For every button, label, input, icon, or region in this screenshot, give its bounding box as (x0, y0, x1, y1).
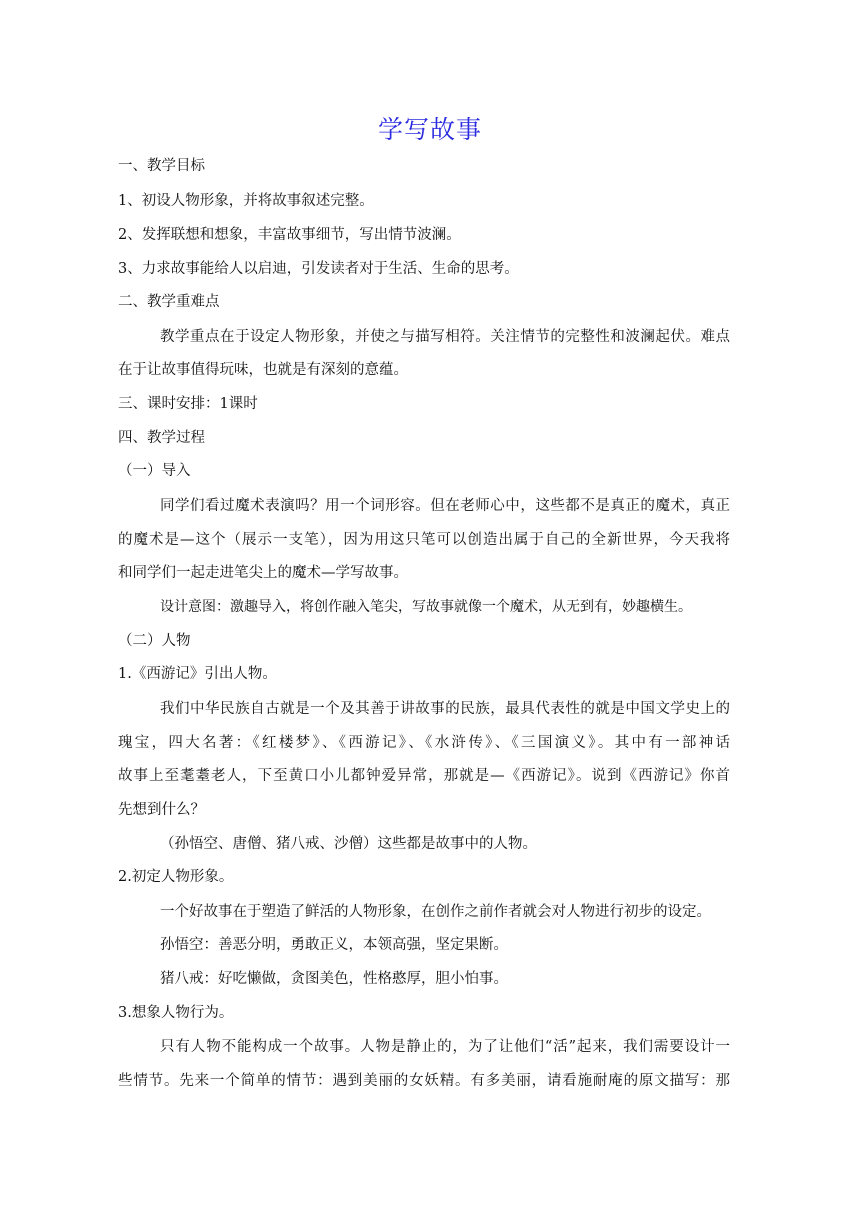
characters-paragraph-line: 先想到什么？ (118, 802, 205, 818)
key-points-paragraph-line: 在于让故事值得玩味，也就是有深刻的意蕴。 (118, 362, 408, 378)
section-heading-schedule: 三、课时安排：1课时 (118, 396, 258, 412)
step-heading-2: 2.初定人物形象。 (118, 869, 234, 885)
objective-item-2: 2、发挥联想和想象，丰富故事细节，写出情节波澜。 (118, 227, 461, 243)
characters-answer-line: （孙悟空、唐僧、猪八戒、沙僧）这些都是故事中的人物。 (160, 836, 537, 852)
design-intent-note: 设计意图：激趣导入，将创作融入笔尖，写故事就像一个魔术，从无到有，妙趣横生。 (160, 599, 692, 615)
intro-paragraph-line: 同学们看过魔术表演吗？用一个词形容。但在老师心中，这些都不是真正的魔术，真正 (160, 498, 730, 514)
objective-item-1: 1、初设人物形象，并将故事叙述完整。 (118, 193, 374, 209)
document-title: 学写故事 (377, 115, 482, 144)
characters-paragraph-line: 我们中华民族自古就是一个及其善于讲故事的民族，最具代表性的就是中国文学史上的 (160, 701, 730, 717)
character-setup-line: 一个好故事在于塑造了鲜活的人物形象，在创作之前作者就会对人物进行初步的设定。 (160, 904, 711, 920)
intro-paragraph-line: 和同学们一起走进笔尖上的魔术—学写故事。 (118, 565, 408, 581)
step-heading-1: 1.《西游记》引出人物。 (118, 666, 277, 682)
behavior-paragraph-line: 只有人物不能构成一个故事。人物是静止的，为了让他们“活”起来，我们需要设计一 (160, 1039, 730, 1055)
characters-paragraph-line: 瑰宝，四大名著：《红楼梦》、《西游记》、《水浒传》、《三国演义》。其中有一部神话 (118, 735, 730, 751)
section-heading-objectives: 一、教学目标 (118, 158, 205, 174)
behavior-paragraph-line: 些情节。先来一个简单的情节：遇到美丽的女妖精。有多美丽，请看施耐庵的原文描写：那 (118, 1073, 730, 1089)
section-heading-process: 四、教学过程 (118, 430, 205, 446)
subsection-heading-intro: （一）导入 (118, 463, 191, 479)
step-heading-3: 3.想象人物行为。 (118, 1005, 234, 1021)
key-points-paragraph-line: 教学重点在于设定人物形象，并使之与描写相符。关注情节的完整性和波澜起伏。难点 (160, 329, 730, 345)
objective-item-3: 3、力求故事能给人以启迪，引发读者对于生活、生命的思考。 (118, 261, 519, 277)
character-sunwukong-line: 孙悟空：善恶分明，勇敢正义，本领高强，坚定果断。 (160, 937, 508, 953)
subsection-heading-characters: （二）人物 (118, 633, 191, 649)
characters-paragraph-line: 故事上至耄耋老人，下至黄口小儿都钟爱异常，那就是—《西游记》。说到《西游记》你首 (118, 768, 730, 784)
character-zhubajie-line: 猪八戒：好吃懒做，贪图美色，性格憨厚，胆小怕事。 (160, 971, 508, 987)
section-heading-key-points: 二、教学重难点 (118, 294, 220, 310)
intro-paragraph-line: 的魔术是—这个（展示一支笔），因为用这只笔可以创造出属于自己的全新世界，今天我将 (118, 532, 730, 548)
